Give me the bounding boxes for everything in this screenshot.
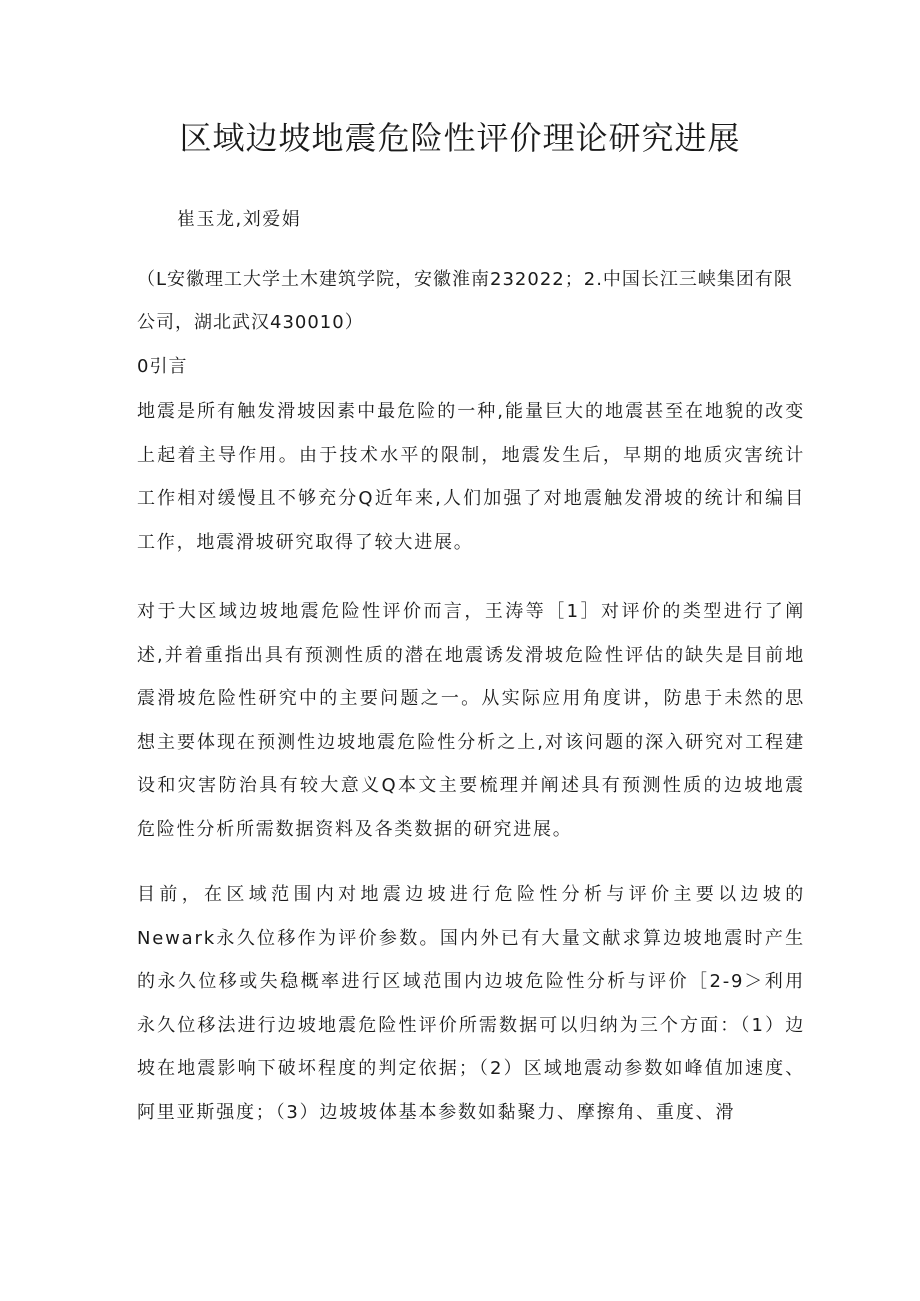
- authors-line: 崔玉龙,刘爱娟: [177, 209, 302, 230]
- body-paragraph: 目前，在区域范围内对地震边坡进行危险性分析与评价主要以边坡的Newark永久位移作为评价参数。国内外已有大量文献求算边坡地震时产生的永久位移或失稳概率进行区域范围内边坡危险性分析与评价［2-9＞利用永久位移法进行边坡地震危险性评价所需数据可以归纳为三个方面：（1）边坡在地震影响下破坏程度的判定依据；（2）区域地震动参数如峰值加速度、阿里亚斯强度；（3）边坡坡体基本参数如黏聚力、摩擦角、重度、滑: [137, 884, 805, 1123]
- section-heading: 0引言: [137, 356, 188, 377]
- body-paragraph: 对于大区域边坡地震危险性评价而言，王涛等［1］对评价的类型进行了阐述,并着重指出具有预测性质的潜在地震诱发滑坡危险性评估的缺失是目前地震滑坡危险性研究中的主要问题之一。从实际应用角度讲，防患于未然的思想主要体现在预测性边坡地震危险性分析之上,对该问题的深入研究对工程建设和灾害防治具有较大意义Q本文主要梳理并阐述具有预测性质的边坡地震危险性分析所需数据资料及各类数据的研究进展。: [137, 601, 805, 840]
- affiliation-text: （L安徽理工大学土木建筑学院，安徽淮南232022；2.中国长江三峡集团有限公司，湖北武汉430010）: [137, 269, 793, 333]
- body-paragraph: 地震是所有触发滑坡因素中最危险的一种,能量巨大的地震甚至在地貌的改变上起着主导作用。由于技术水平的限制，地震发生后，早期的地质灾害统计工作相对缓慢且不够充分Q近年来,人们加强了对地震触发滑坡的统计和编目工作，地震滑坡研究取得了较大进展。: [137, 401, 805, 553]
- document-title: 区域边坡地震危险性评价理论研究进展: [179, 119, 741, 157]
